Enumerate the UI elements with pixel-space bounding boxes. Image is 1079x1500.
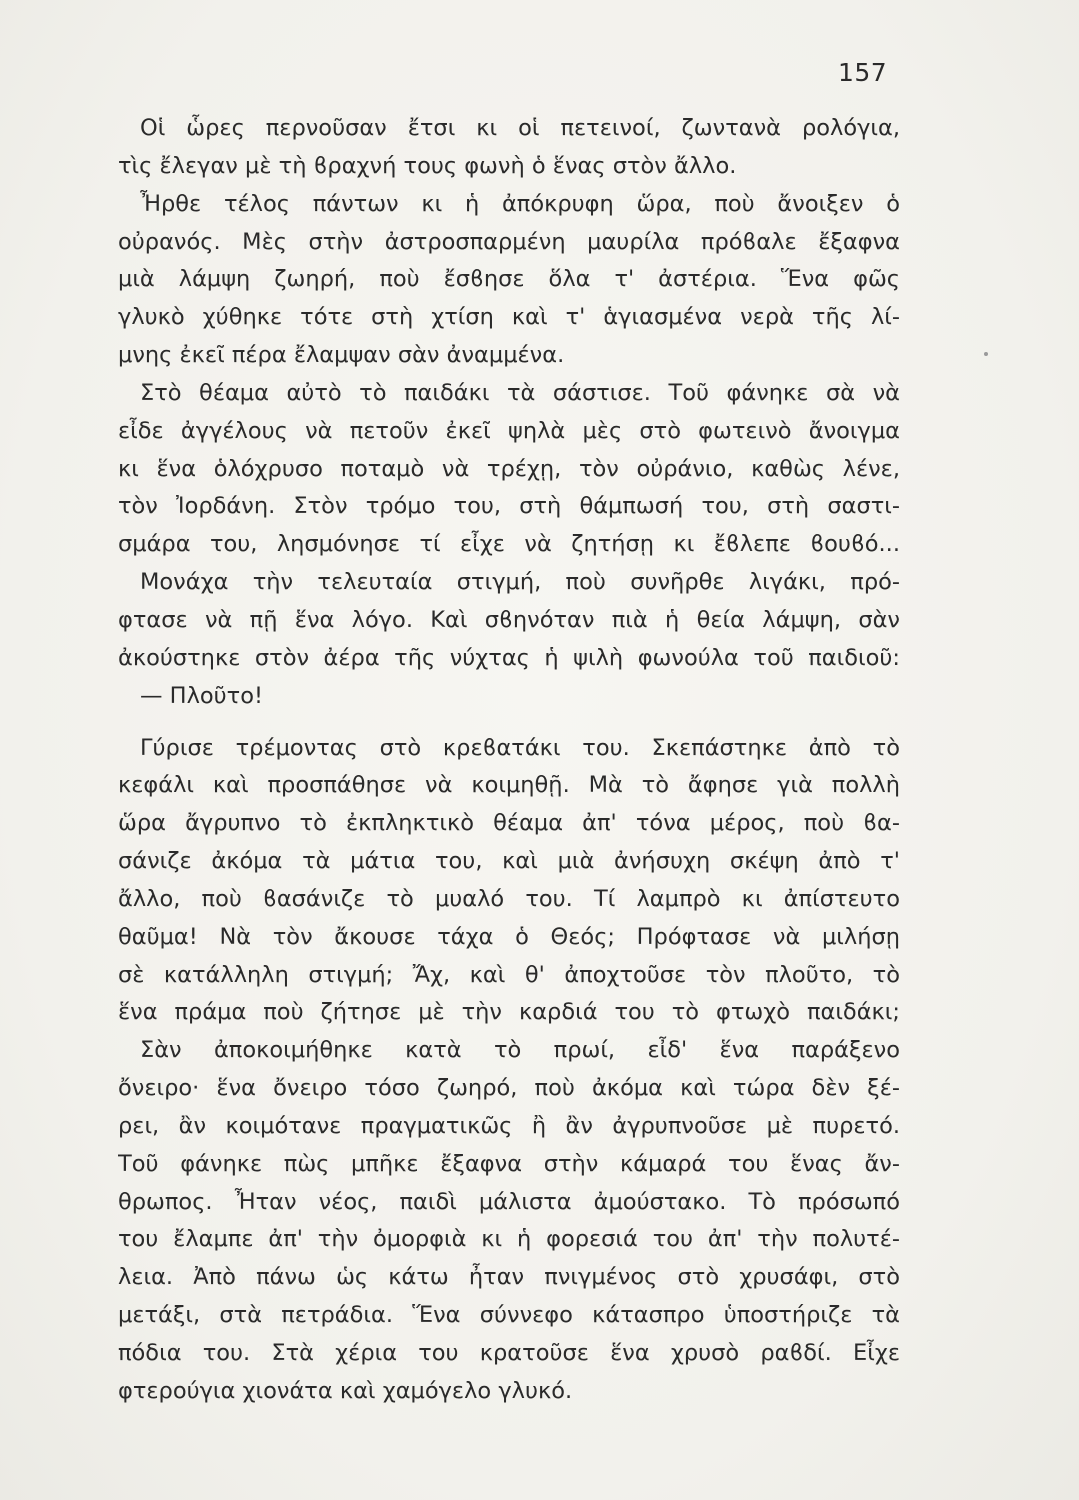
text-line: λεια. Ἀπὸ πάνω ὡς κάτω ἦταν πνιγμένος στὸ χρυσάφι, στὸ [118,1264,900,1291]
text-line: κι ἕνα ὁλόχρυσο ποταμὸ νὰ τρέχῃ, τὸν οὐράνιο, καθὼς λένε, [118,455,900,482]
text-line: σάνιζε ἀκόμα τὰ μάτια του, καὶ μιὰ ἀνήσυχη σκέψη ἀπὸ τ' [118,848,900,875]
section-break [118,716,900,730]
text-line: ἕνα πράμα ποὺ ζήτησε μὲ τὴν καρδιά του τὸ φτωχὸ παιδάκι; [118,999,900,1026]
text-line: εἶδε ἀγγέλους νὰ πετοῦν ἐκεῖ ψηλὰ μὲς στὸ φωτεινὸ ἄνοιγμα [118,417,900,444]
text-line: τὸν Ἰορδάνη. Στὸν τρόμο του, στὴ θάμπωσή του, στὴ σαστι- [118,493,900,520]
text-line: φτασε νὰ πῇ ἕνα λόγο. Καὶ σϐηνόταν πιὰ ἡ θεία λάμψη, σὰν [118,606,900,633]
text-line: Στὸ θέαμα αὐτὸ τὸ παιδάκι τὰ σάστισε. Τοῦ φάνηκε σὰ νὰ [140,379,900,406]
text-line: μιὰ λάμψη ζωηρή, ποὺ ἔσϐησε ὅλα τ' ἀστέρια. Ἕνα φῶς [118,266,900,293]
text-line: ἄλλο, ποὺ ϐασάνιζε τὸ μυαλό του. Τί λαμπρὸ κι ἀπίστευτο [118,885,900,912]
body-text [118,110,900,1411]
text-line: θρωπος. Ἦταν νέος, παιδὶ μάλιστα ἀμούστακο. Τὸ πρόσωπό [118,1188,900,1215]
text-line: Οἱ ὧρες περνοῦσαν ἔτσι κι οἱ πετεινοί, ζωντανὰ ρολόγια, [140,115,900,141]
text-line: κεφάλι καὶ προσπάθησε νὰ κοιμηθῇ. Μὰ τὸ ἄφησε γιὰ πολλὴ [118,772,900,799]
text-line: Σὰν ἀποκοιμήθηκε κατὰ τὸ πρωί, εἶδ' ἕνα παράξενο [140,1037,900,1064]
text-line: τὶς ἔλεγαν μὲ τὴ ϐραχνή τους φωνὴ ὁ ἕνας στὸν ἄλλο. [118,152,737,179]
text-line: Τοῦ φάνηκε πὼς μπῆκε ἔξαφνα στὴν κάμαρά του ἕνας ἄν- [118,1150,900,1177]
text-line: οὐρανός. Μὲς στὴν ἀστροσπαρμένη μαυρίλα πρόϐαλε ἔξαφνα [118,228,900,255]
text-line: ὄνειρο· ἕνα ὄνειρο τόσο ζωηρό, ποὺ ἀκόμα καὶ τώρα δὲν ξέ- [118,1075,900,1102]
text-line: σὲ κατάλληλη στιγμή; Ἄχ, καὶ θ' ἀποχτοῦσε τὸν πλοῦτο, τὸ [118,961,900,988]
dialogue-line: — Πλοῦτο! [140,682,264,709]
text-line: Ἦρθε τέλος πάντων κι ἡ ἀπόκρυφη ὥρα, ποὺ ἄνοιξεν ὁ [140,190,900,217]
text-line: θαῦμα! Νὰ τὸν ἄκουσε τάχα ὁ Θεός; Πρόφτασε νὰ μιλήσῃ [118,923,900,950]
page-number: 157 [838,58,888,87]
text-line: Μονάχα τὴν τελευταία στιγμή, ποὺ συνῆρθε λιγάκι, πρό- [140,569,900,596]
text-line: μνης ἐκεῖ πέρα ἔλαμψαν σὰν ἀναμμένα. [118,342,565,369]
text-line: σμάρα του, λησμόνησε τί εἶχε νὰ ζητήσῃ κι ἔϐλεπε ϐουϐό... [118,531,900,558]
text-line: ὥρα ἄγρυπνο τὸ ἐκπληκτικὸ θέαμα ἀπ' τόνα μέρος, ποὺ ϐα- [118,810,900,837]
text-line: ρει, ἂν κοιμότανε πραγματικῶς ἢ ἂν ἀγρυπνοῦσε μὲ πυρετό. [118,1112,900,1139]
paper-speck [984,352,988,356]
text-line: πόδια του. Στὰ χέρια του κρατοῦσε ἕνα χρυσὸ ραϐδί. Εἶχε [118,1340,900,1366]
text-line: του ἔλαμπε ἀπ' τὴν ὀμορφιὰ κι ἡ φορεσιά του ἀπ' τὴν πολυτέ- [118,1226,900,1253]
text-line: γλυκὸ χύθηκε τότε στὴ χτίση καὶ τ' ἁγιασμένα νερὰ τῆς λί- [118,304,900,331]
text-line: μετάξι, στὰ πετράδια. Ἕνα σύννεφο κάτασπρο ὑποστήριζε τὰ [118,1302,900,1329]
text-line: Γύρισε τρέμοντας στὸ κρεϐατάκι του. Σκεπάστηκε ἀπὸ τὸ [140,734,900,761]
text-line: ἀκούστηκε στὸν ἀέρα τῆς νύχτας ἡ ψιλὴ φωνούλα τοῦ παιδιοῦ: [118,644,900,671]
text-line: φτερούγια χιονάτα καὶ χαμόγελο γλυκό. [118,1377,573,1404]
